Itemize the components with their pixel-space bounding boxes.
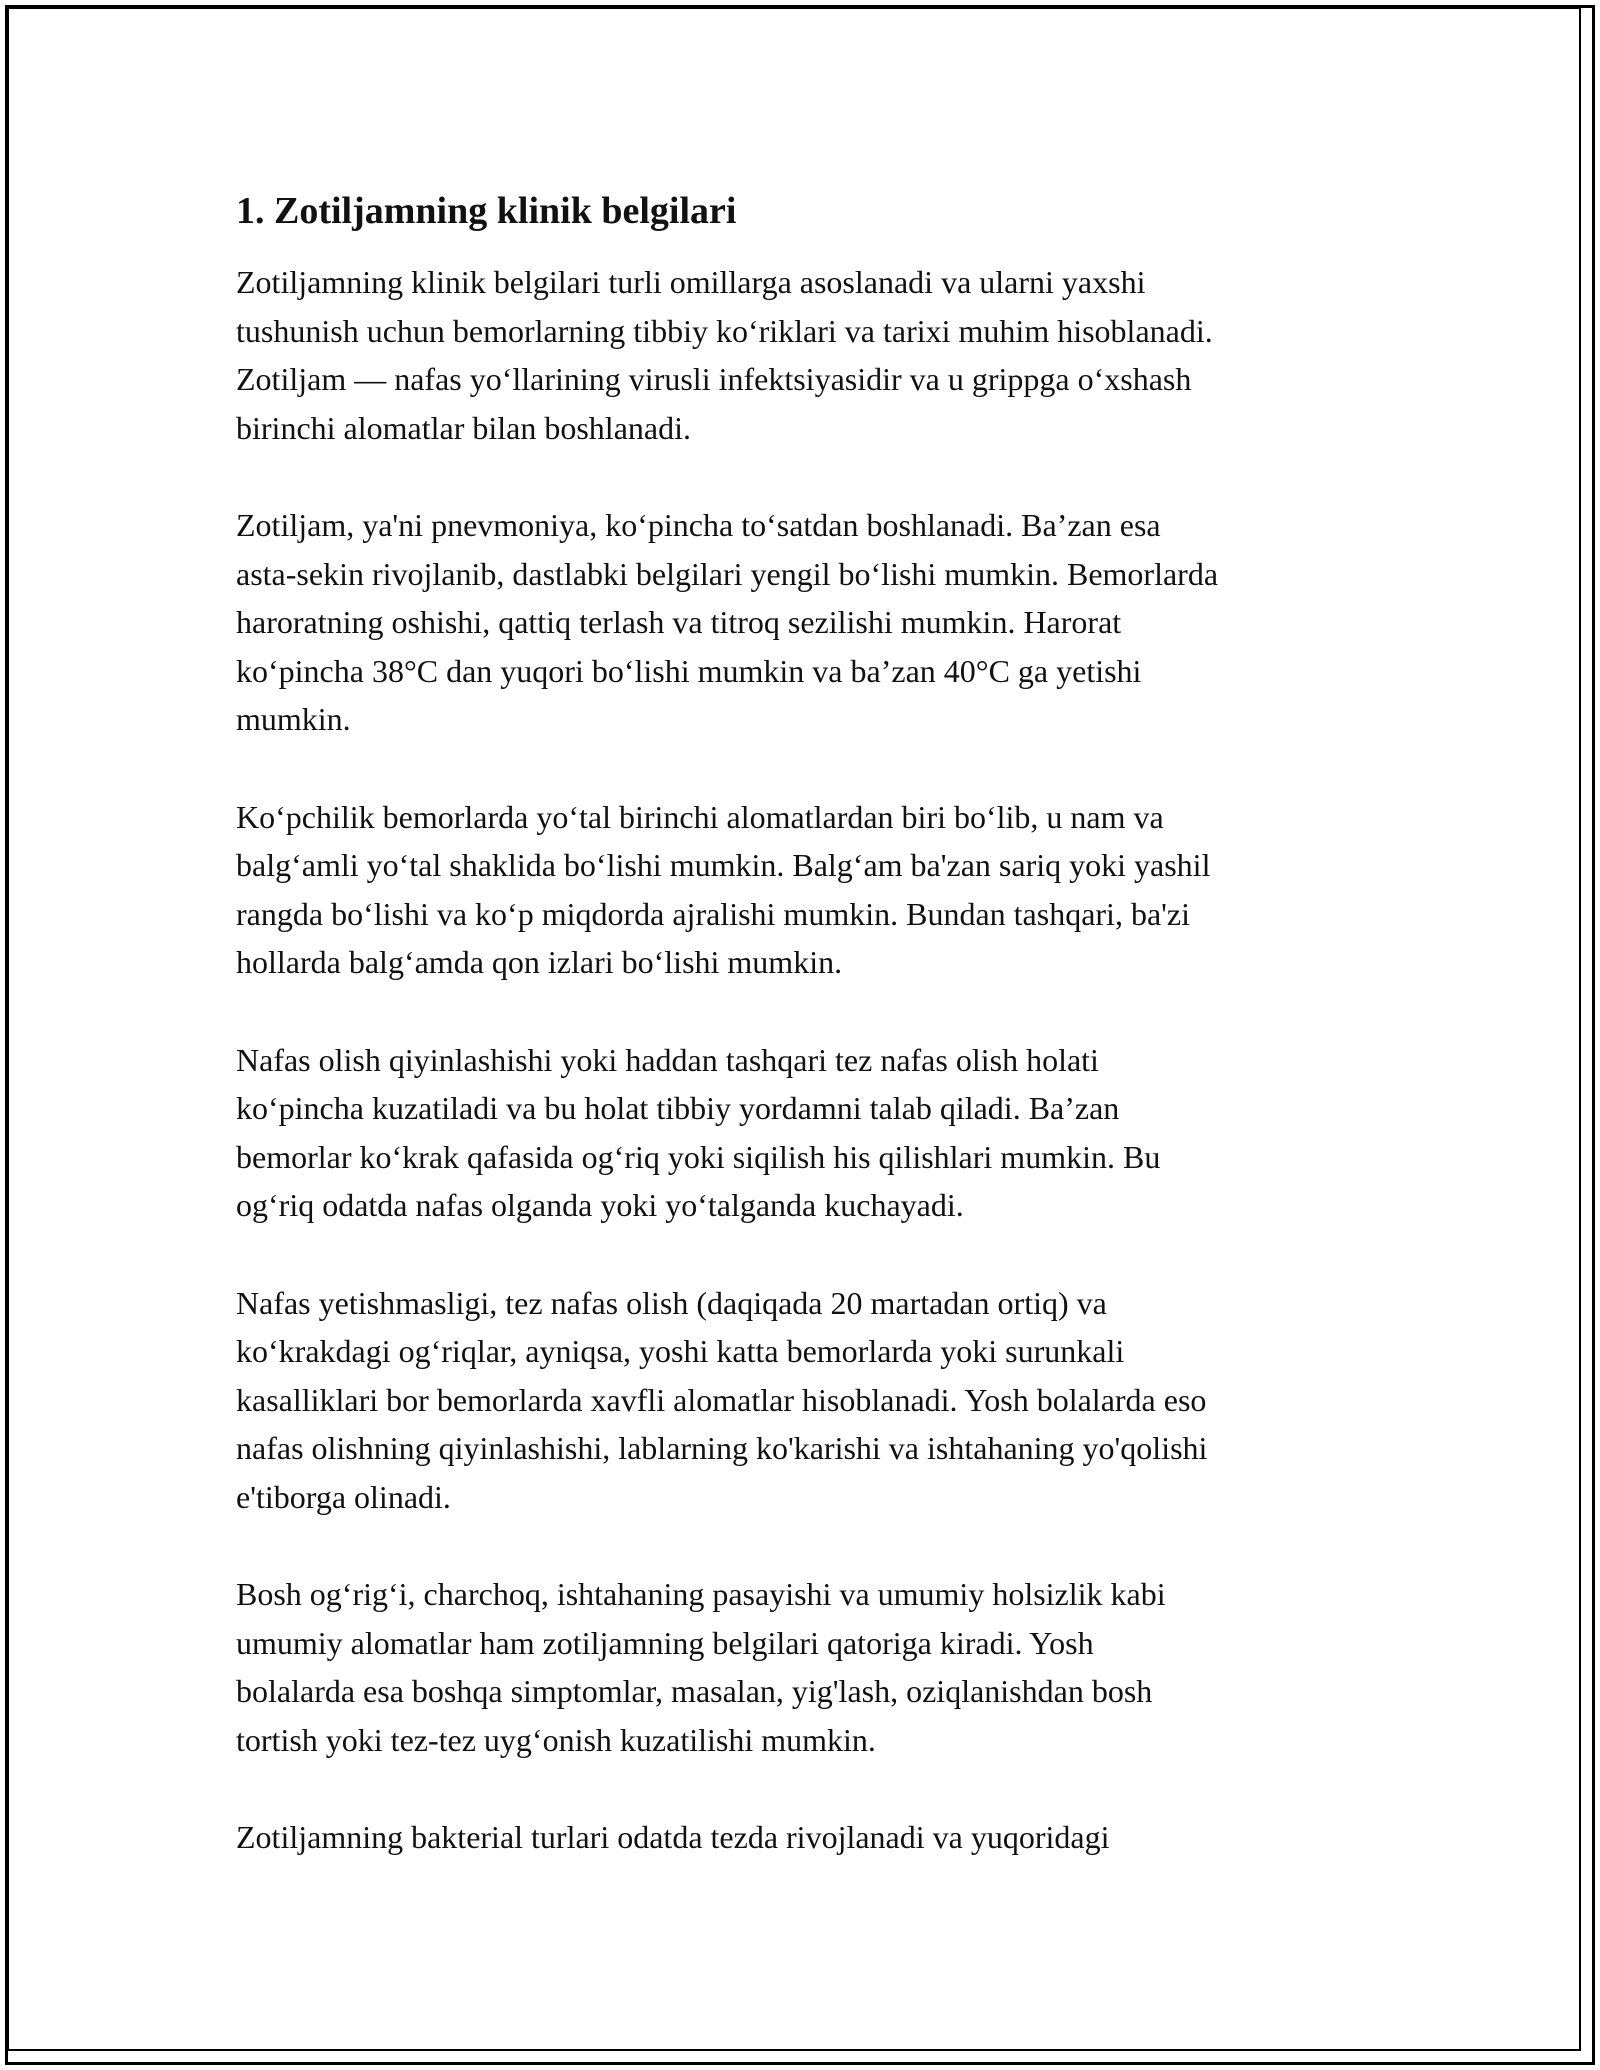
paragraph [236,1279,1386,1522]
paragraph-line: asta-sekin rivojlanib, dastlabki belgilari yengil bo‘lishi mumkin. Bemorlarda [236,555,1219,592]
paragraph [236,258,1386,452]
paragraph-line: rangda bo‘lishi va ko‘p miqdorda ajralishi mumkin. Bundan tashqari, ba'zi [236,895,1190,932]
paragraph [236,1036,1386,1230]
paragraph-line: haroratning oshishi, qattiq terlash va titroq sezilishi mumkin. Harorat [236,604,1122,640]
section-heading: 1. Zotiljamning klinik belgilari [236,190,737,232]
paragraph-line: e'tiborga olinadi. [236,1478,451,1515]
paragraph-line: Zotiljam — nafas yo‘llarining virusli infektsiyasidir va u grippga o‘xshash [236,361,1192,397]
paragraph-line: Zotiljamning bakterial turlari odatda tezda rivojlanadi va yuqoridagi [236,1819,1110,1855]
paragraph-line: birinchi alomatlar bilan boshlanadi. [236,409,691,446]
paragraph-line: Zotiljamning klinik belgilari turli omillarga asoslanadi va ularni yaxshi [236,264,1146,300]
paragraph-line: umumiy alomatlar ham zotiljamning belgilari qatoriga kiradi. Yosh [236,1624,1094,1661]
paragraph [236,501,1386,744]
paragraph-line: bolalarda esa boshqa simptomlar, masalan, yig'lash, oziqlanishdan bosh [236,1673,1153,1709]
paragraph [236,1813,1386,1862]
paragraph-line: tushunish uchun bemorlarning tibbiy ko‘riklari va tarixi muhim hisoblanadi. [236,312,1213,349]
paragraph-line: tortish yoki tez-tez uyg‘onish kuzatilishi mumkin. [236,1721,876,1758]
paragraph [236,793,1386,987]
paragraph-line: Ko‘pchilik bemorlarda yo‘tal birinchi alomatlardan biri bo‘lib, u nam va [236,798,1164,835]
paragraph-line: ko‘pincha 38°C dan yuqori bo‘lishi mumkin va ba’zan 40°C ga yetishi [236,652,1142,689]
paragraph-line: kasalliklari bor bemorlarda xavfli alomatlar hisoblanadi. Yosh bolalarda eso [236,1381,1207,1418]
paragraph-line: balg‘amli yo‘tal shaklida bo‘lishi mumkin. Balg‘am ba'zan sariq yoki yashil [236,847,1211,883]
paragraph-line: hollarda balg‘amda qon izlari bo‘lishi mumkin. [236,944,843,980]
paragraph-line: Zotiljam, ya'ni pnevmoniya, ko‘pincha to‘satdan boshlanadi. Ba’zan esa [236,507,1161,543]
paragraph-line: og‘riq odatda nafas olganda yoki yo‘talganda kuchayadi. [236,1187,964,1223]
paragraph-line: ko‘pincha kuzatiladi va bu holat tibbiy yordamni talab qiladi. Ba’zan [236,1090,1120,1126]
paragraph-line: ko‘krakdagi og‘riqlar, ayniqsa, yoshi katta bemorlarda yoki surunkali [236,1333,1125,1369]
paragraph [236,1570,1386,1764]
paragraph-line: nafas olishning qiyinlashishi, lablarning ko'karishi va ishtahaning yo'qolishi [236,1430,1208,1466]
paragraph-line: Bosh og‘rig‘i, charchoq, ishtahaning pasayishi va umumiy holsizlik kabi [236,1576,1166,1612]
paragraph-list [236,258,1386,1862]
document-body [236,186,1386,1911]
paragraph-line: mumkin. [236,701,351,737]
paragraph-line: Nafas yetishmasligi, tez nafas olish (daqiqada 20 martadan ortiq) va [236,1284,1107,1321]
paragraph-line: bemorlar ko‘krak qafasida og‘riq yoki siqilish his qilishlari mumkin. Bu [236,1138,1161,1175]
paragraph-line: Nafas olish qiyinlashishi yoki haddan tashqari tez nafas olish holati [236,1041,1099,1078]
